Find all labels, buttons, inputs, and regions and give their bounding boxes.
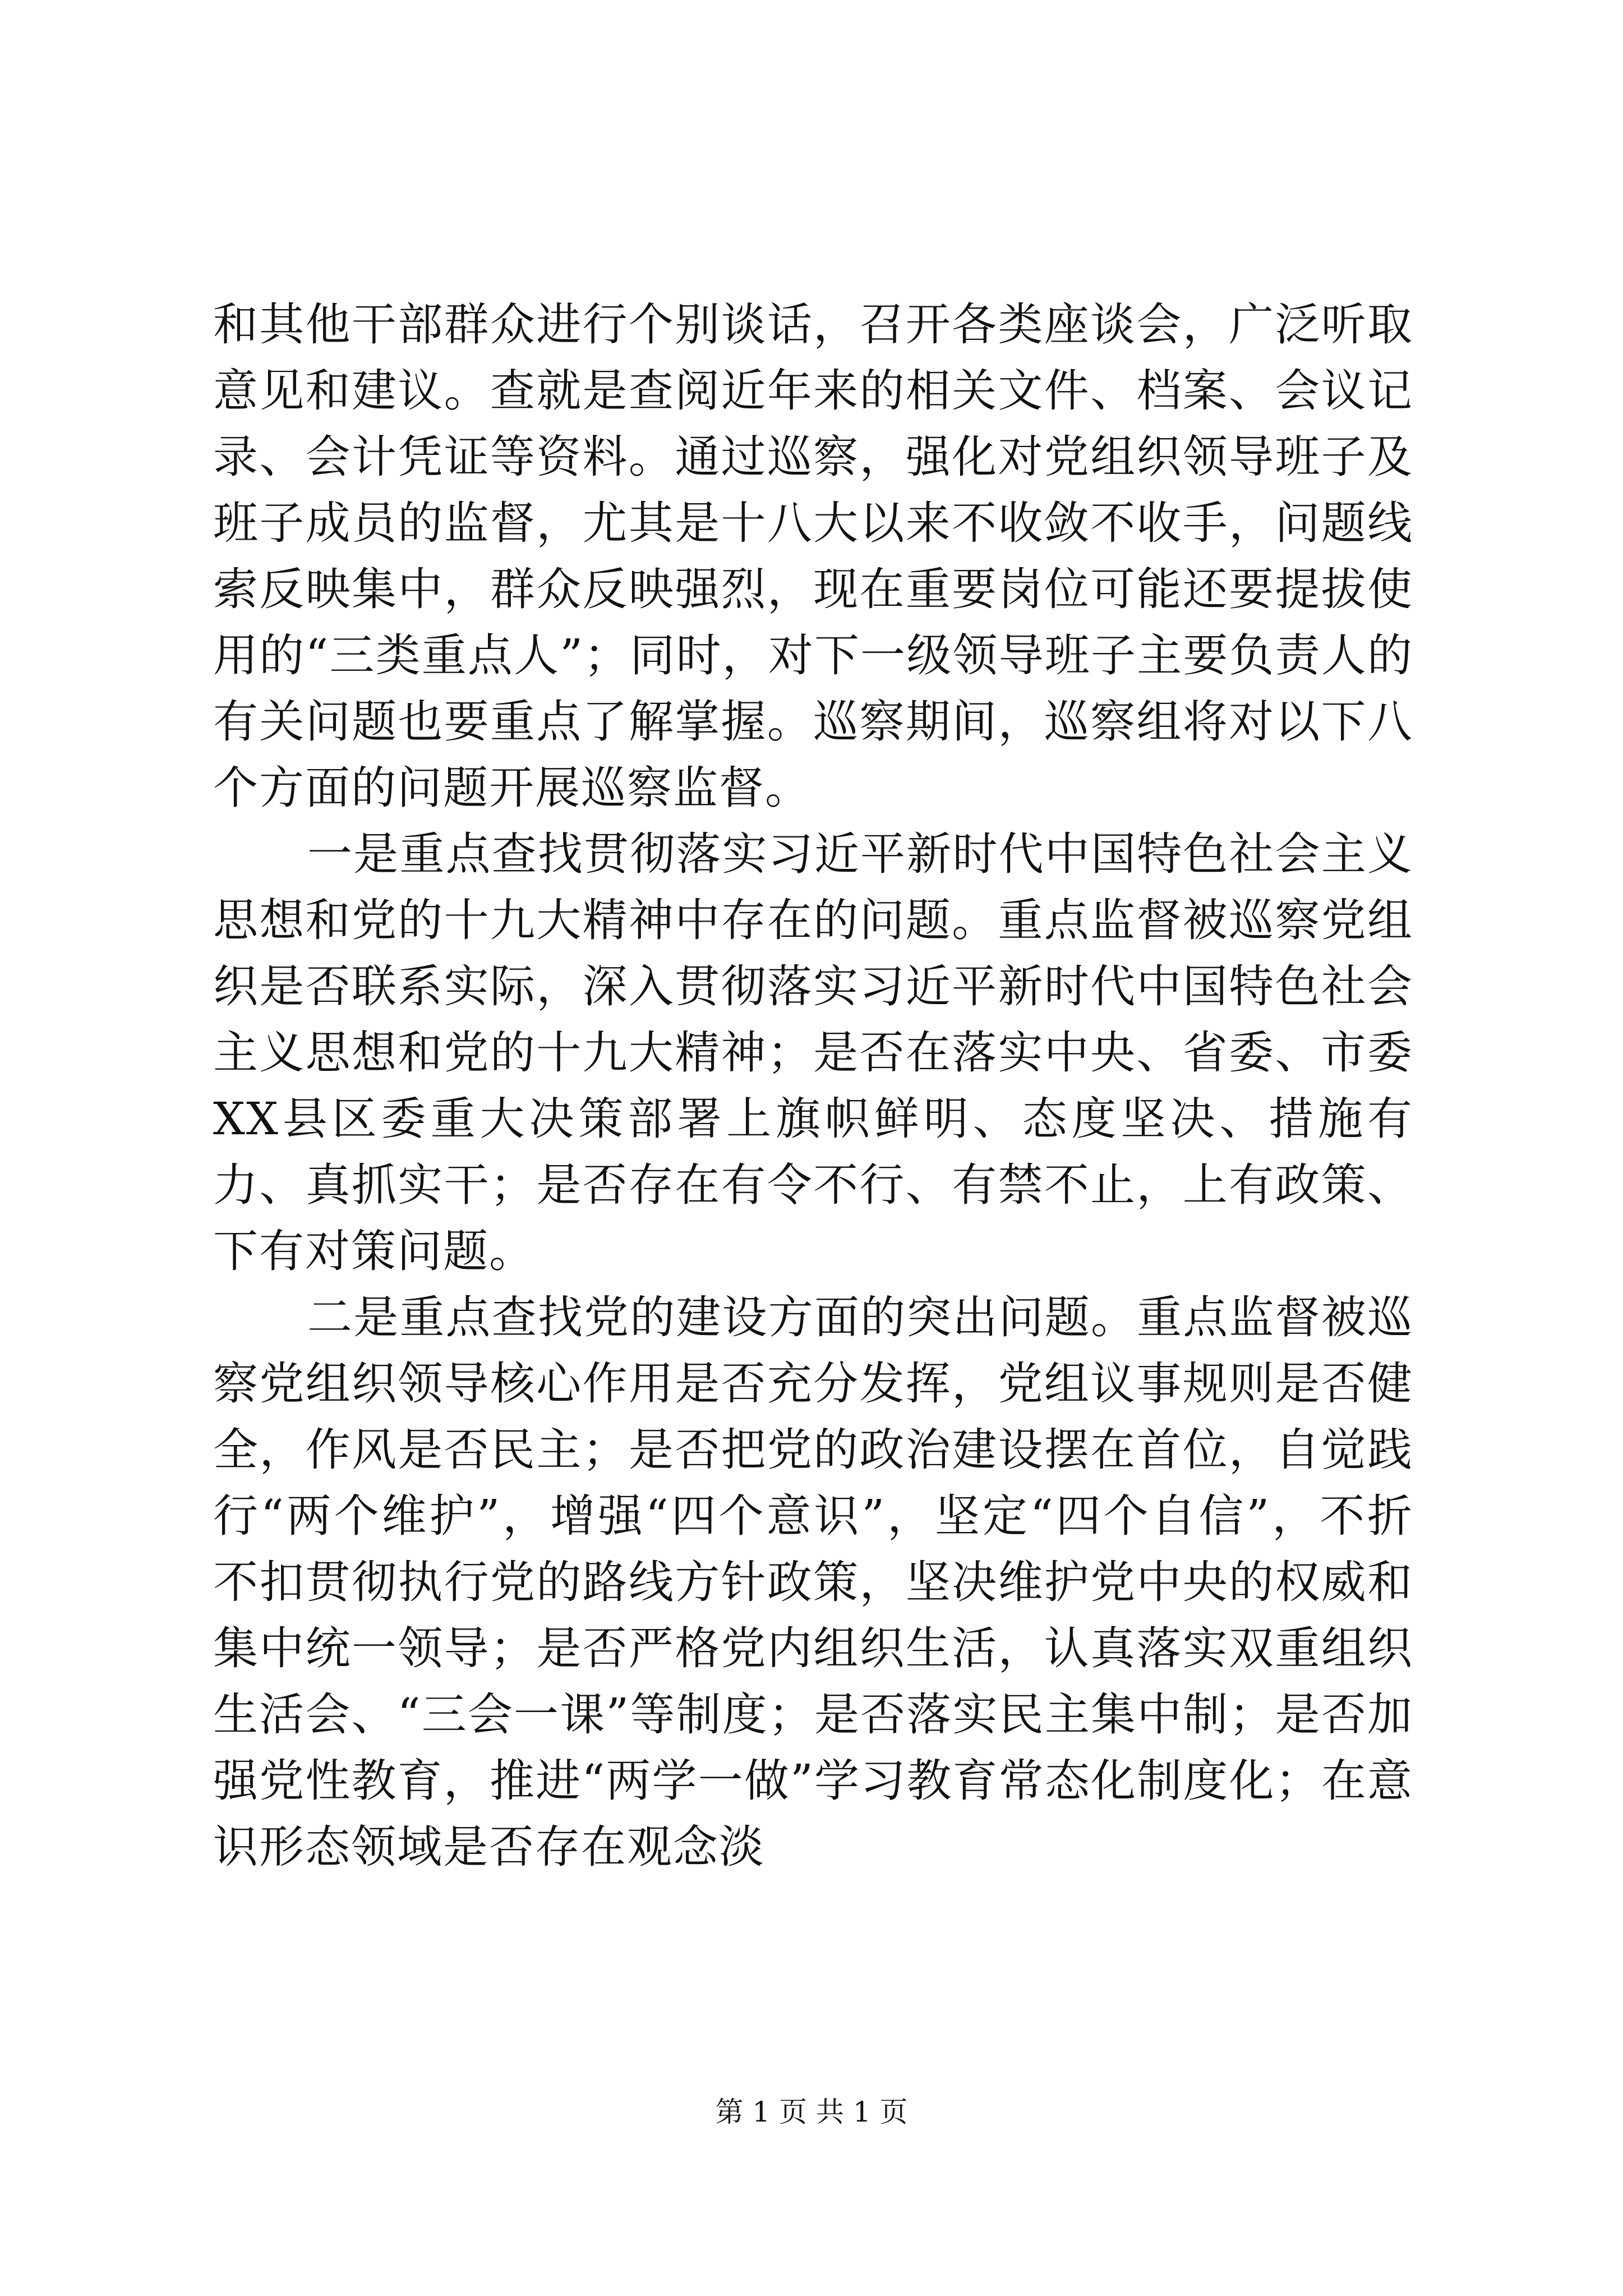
document-body [213,292,1413,1880]
paragraph-1: 和其他干部群众进行个别谈话，召开各类座谈会，广泛听取意见和建议。查就是查阅近年来的相关文件、档案、会议记录、会计凭证等资料。通过巡察，强化对党组织领导班子及班子成员的监督，尤其是十八大以来不收敛不收手，问题线索反映集中，群众反映强烈，现在重要岗位可能还要提拔使用的“三类重点人”；同时，对下一级领导班子主要负责人的有关问题也要重点了解掌握。巡察期间，巡察组将对以下八个方面的问题开展巡察监督。 [213,298,1413,814]
paragraph-2: 一是重点查找贯彻落实习近平新时代中国特色社会主义思想和党的十九大精神中存在的问题。重点监督被巡察党组织是否联系实际，深入贯彻落实习近平新时代中国特色社会主义思想和党的十九大精神；是否在落实中央、省委、市委XX县区委重大决策部署上旗帜鲜明、态度坚决、措施有力、真抓实干；是否存在有令不行、有禁不止，上有政策、下有对策问题。 [213,828,1413,1277]
paragraph-3: 二是重点查找党的建设方面的突出问题。重点监督被巡察党组织领导核心作用是否充分发挥，党组议事规则是否健全，作风是否民主；是否把党的政治建设摆在首位，自觉践行“两个维护”，增强“四个意识”，坚定“四个自信”，不折不扣贯彻执行党的路线方针政策，坚决维护党中央的权威和集中统一领导；是否严格党内组织生活，认真落实双重组织生活会、“三会一课”等制度；是否落实民主集中制；是否加强党性教育，推进“两学一做”学习教育常态化制度化；在意识形态领域是否存在观念淡 [213,1291,1413,1873]
page-footer: 第 1 页 共 1 页 [715,2096,908,2128]
